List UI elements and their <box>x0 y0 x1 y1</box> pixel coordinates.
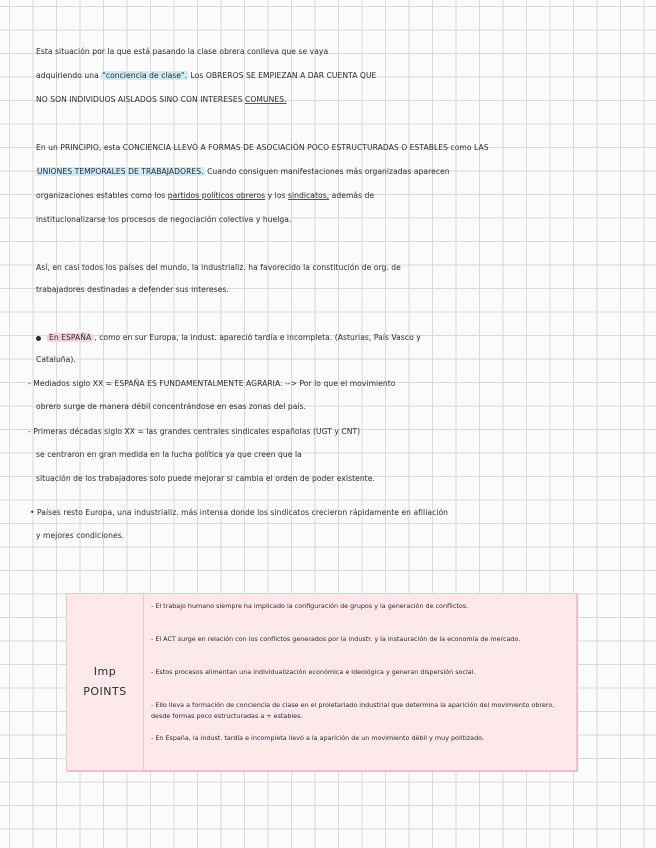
imp-point-4: - Ello lleva a formación de conciencia de clase en el proletariado industrial que determina la aparición del movimiento obrero, desde formas poco estructuradas a + estables. <box>151 701 555 720</box>
imp-point-3: - Estos procesos alimentan una individualización económica e ideológica y generan dispersión social. <box>151 668 476 676</box>
paragraph2-line4: institucionalizarse los procesos de negociación colectiva y huelga. <box>36 215 292 224</box>
bullet-icon <box>36 336 41 341</box>
text-segment: NO SON INDIVIDUOS AISLADOS SINO CON INTERESES <box>36 95 243 104</box>
underlined-text: partidos políticos obreros <box>167 191 266 200</box>
underlined-text: COMUNES. <box>245 95 287 104</box>
text-segment: y los <box>267 191 286 200</box>
dash2-line3: situación de los trabajadores solo puede mejorar si cambia el orden de poder existente. <box>36 474 375 483</box>
dash2-line1: - Primeras décadas siglo XX = las grandes centrales sindicales españolas (UGT y CNT) <box>28 427 361 436</box>
paragraph4-line1 <box>36 332 626 344</box>
paragraph1-line3 <box>36 94 626 106</box>
highlight-temporary-unions: UNIONES TEMPORALES DE TRABAJADORES. <box>37 167 204 176</box>
highlight-class-consciousness: "conciencia de clase". <box>102 71 188 80</box>
important-points-box <box>66 593 577 771</box>
dash1-line2: obrero surge de manera débil concentrándose en esas zonas del país. <box>36 402 307 411</box>
important-points-title <box>67 594 144 770</box>
imp-point-2: - El ACT surge en relación con los conflictos generados por la industr. y la instauración de la economía de mercado. <box>151 635 521 643</box>
text-segment: adquiriendo una <box>36 71 99 80</box>
dash2-line2: se centraron en gran medida en la lucha política ya que creen que la <box>36 450 302 459</box>
dash1-line1: - Mediados siglo XX = ESPAÑA ES FUNDAMENTALMENTE AGRARIA. --> Por lo que el movimiento <box>28 379 396 388</box>
text-segment: además de <box>331 191 375 200</box>
imp-point-5: - En España, la indust. tardía e incompleta llevó a la aparición de un movimiento débil y muy politizado. <box>151 734 484 742</box>
text-segment: Cuando consiguen manifestaciones más organizadas aparecen <box>207 167 450 176</box>
paragraph4-line2: Cataluña). <box>36 355 76 364</box>
text-segment: , como en sur Europa, la indust. apareció tardía e incompleta. (Asturias, País Vasco y <box>94 333 421 342</box>
title-line: POINTS <box>83 685 127 698</box>
title-line: Imp <box>93 665 117 678</box>
text-segment: organizaciones estables como los <box>36 191 166 200</box>
paragraph2-line3 <box>36 190 626 202</box>
paragraph2-line1: En un PRINCIPIO, esta CONCIENCIA LLEVÓ A FORMAS DE ASOCIACIÓN POCO ESTRUCTURADAS O ESTABLES como LAS <box>36 143 489 152</box>
paragraph2-line2 <box>36 166 626 178</box>
paragraph5-line2: y mejores condiciones. <box>36 531 125 540</box>
highlight-spain: En ESPAÑA <box>46 333 94 342</box>
paragraph1-line1: Esta situación por la que está pasando la clase obrera conlleva que se vaya <box>36 47 329 56</box>
paragraph3-line1: Así, en casi todos los países del mundo, la industrializ. ha favorecido la constitución de org. de <box>36 263 401 272</box>
underlined-text: sindicatos, <box>288 191 330 200</box>
paragraph3-line2: trabajadores destinadas a defender sus intereses. <box>36 285 229 294</box>
text-segment: Los OBREROS SE EMPIEZAN A DAR CUENTA QUE <box>190 71 377 80</box>
imp-point-1: - El trabajo humano siempre ha implicado la configuración de grupos y la generación de conflictos. <box>151 602 469 610</box>
paragraph1-line2 <box>36 70 626 82</box>
paragraph5-line1: • Países resto Europa, una industrializ. más intensa donde los sindicatos crecieron rápidamente en afiliación <box>30 508 449 517</box>
